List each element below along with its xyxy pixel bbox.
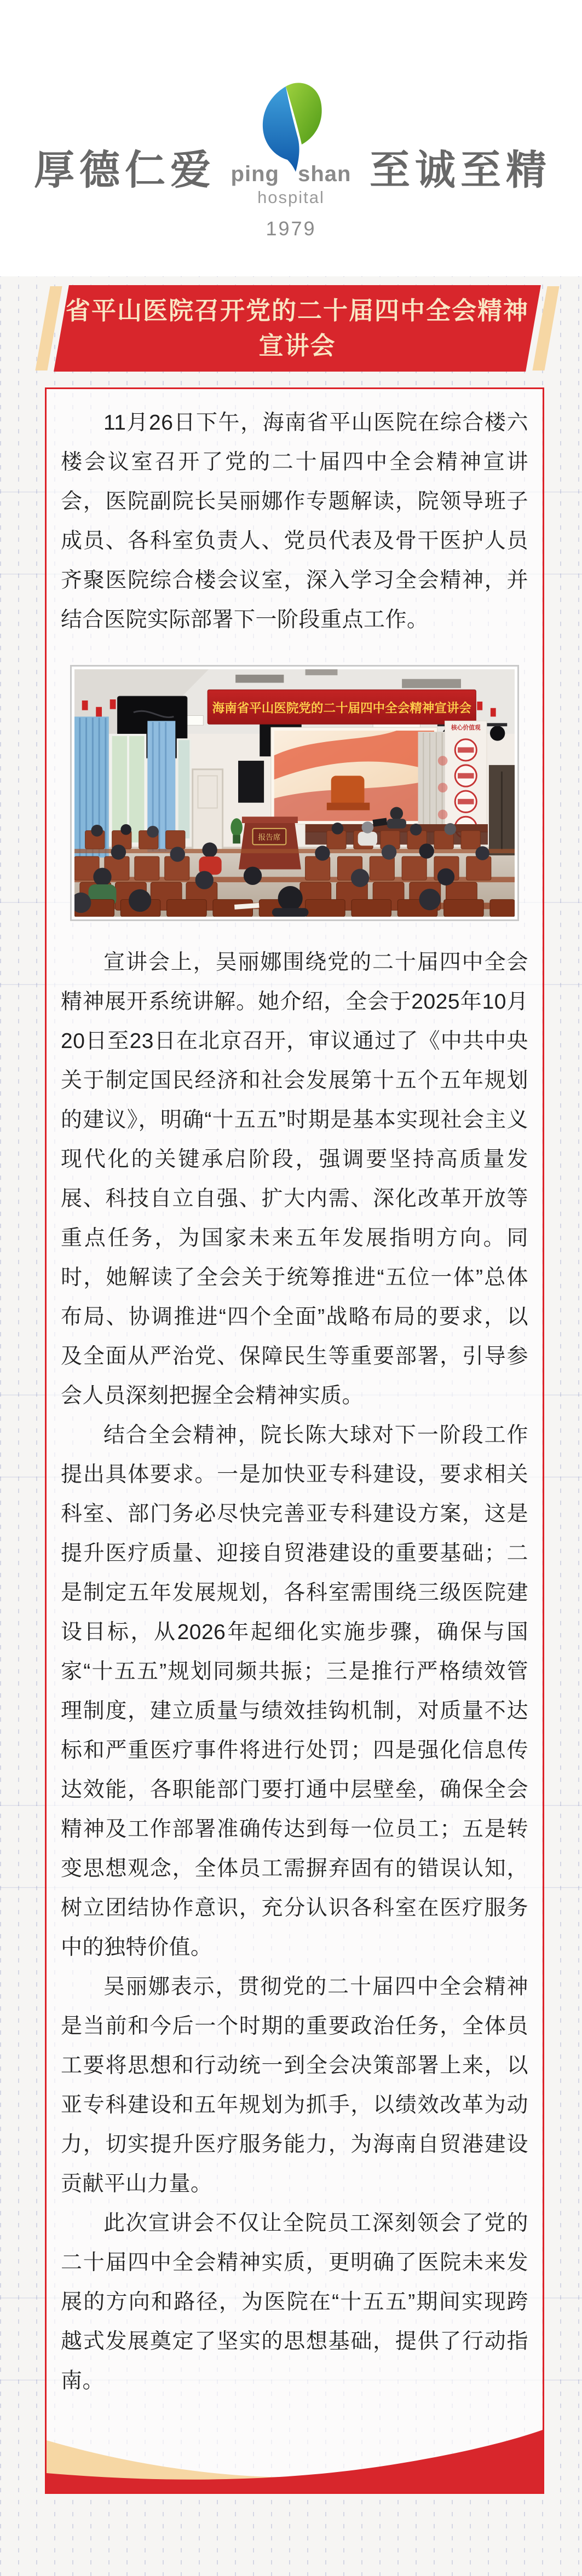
column-sign-text: 核心价值观 <box>451 725 481 732</box>
hospital-logo-icon <box>258 81 325 175</box>
logo-subtitle: hospital <box>257 188 325 207</box>
logo-name: ping shan <box>231 162 351 186</box>
hospital-header <box>0 0 582 276</box>
slogan-right: 至诚至精 <box>370 147 551 193</box>
title-banner <box>43 285 552 372</box>
logo-year: 1979 <box>266 217 316 240</box>
paragraph-lecture: 宣讲会上，吴丽娜围绕党的二十届四中全会精神展开系统讲解。她介绍，全会于2025年10月20日至23日在北京召开，审议通过了《中共中央关于制定国民经济和社会发展第十五个五年规划的建议》，明确“十五五”时期是基本实现社会主义现代化的关键承启阶段，强调要坚持高质量发展、科技自立自强、扩大内需、深化改革开放等重点任务，为国家未来五年发展指明方向。同时，她解读了全会关于统筹推进“五位一体”总体布局、协调推进“四个全面”战略布局的要求，以及全面从严治党、保障民生等重要部署，引导参会人员深刻把握全会精神实质。 <box>61 951 528 1408</box>
paragraph-requirements: 结合全会精神，院长陈大球对下一阶段工作提出具体要求。一是加快亚专科建设，要求相关科室、部门务必尽快完善亚专科建设方案，这是提升医疗质量、迎接自贸港建设的重要基础；二是制定五年发展规划，各科室需围绕三级医院建设目标，从2026年起细化实施步骤，确保与国家“十五五”规划同频共振；三是推行严格绩效管理制度，建立质量与绩效挂钩机制，对质量不达标和严重医疗事件将进行处罚；四是强化信息传达效能，各职能部门要打通中层壁垒，确保全会精神及工作部署准确传达到每一位员工；五是转变思想观念，全体员工需摒弃固有的错误认知，树立团结协作意识，充分认识各科室在医疗服务中的独特价值。 <box>61 1423 528 1959</box>
page-title <box>43 285 552 363</box>
photo-banner-text: 海南省平山医院党的二十届四中全会精神宣讲会 <box>212 701 471 715</box>
meeting-photo <box>70 665 519 921</box>
hospital-logo <box>220 81 362 240</box>
bottom-wave-decoration <box>47 2421 543 2492</box>
page-title-line1: 省平山医院召开党的二十届四中全会精神 <box>65 297 529 325</box>
paragraph-statement: 吴丽娜表示，贯彻党的二十届四中全会精神是当前和今后一个时期的重要政治任务，全体员工要将思想和行动统一到全会决策部署上来，以亚专科建设和五年规划为抓手，以绩效改革为动力，切实提升医疗服务能力，为海南自贸港建设贡献平山力量。 <box>61 1975 528 2196</box>
podium-sign-text: 报告席 <box>258 833 281 842</box>
paragraph-intro: 11月26日下午，海南省平山医院在综合楼六楼会议室召开了党的二十届四中全会精神宣讲会，医院副院长吴丽娜作专题解读，院领导班子成员、各科室负责人、党员代表及骨干医护人员齐聚医院综合楼会议室，深入学习全会精神，并结合医院实际部署下一阶段重点工作。 <box>61 411 528 632</box>
page-title-line2: 宣讲会 <box>258 332 336 360</box>
paragraph-conclusion: 此次宣讲会不仅让全院员工深刻领会了党的二十届四中全会精神实质，更明确了医院未来发展的方向和路径，为医院在“十五五”期间实现跨越式发展奠定了坚实的思想基础，提供了行动指南。 <box>61 2212 528 2393</box>
slogan-left: 厚德仁爱 <box>34 147 216 193</box>
article-body <box>45 387 544 2494</box>
meeting-photo-illustration <box>74 669 515 917</box>
